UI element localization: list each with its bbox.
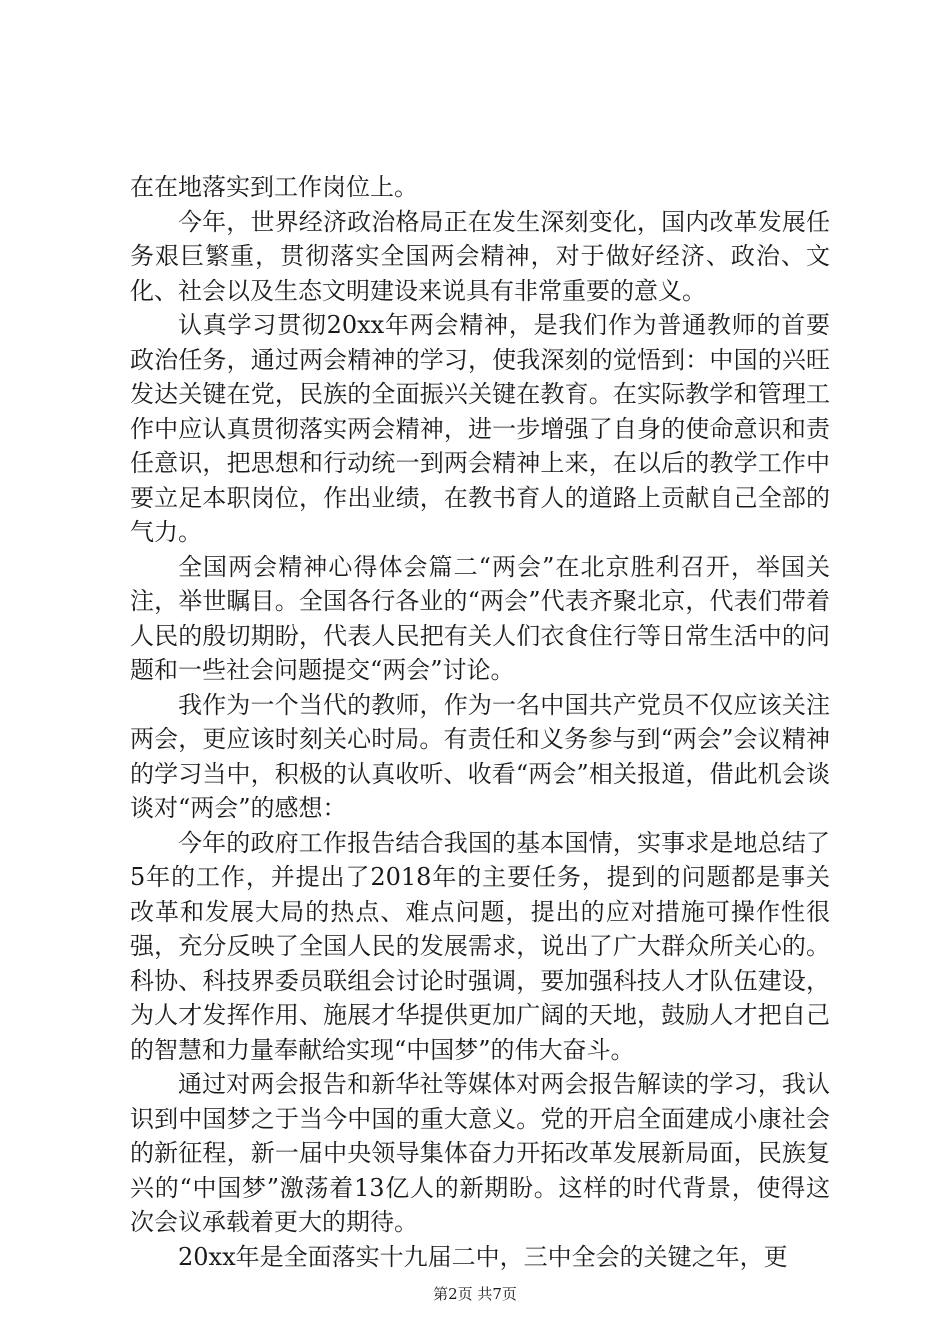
- paragraph-continuation: 在在地落实到工作岗位上。: [130, 173, 418, 201]
- paragraph: 20xx年是全面落实十九届二中，三中全会的关键之年，更: [178, 1242, 788, 1271]
- page-footer: 第2页 共7页: [433, 1285, 517, 1303]
- document-body: [130, 170, 830, 1274]
- paragraph: 今年，世界经济政治格局正在发生深刻变化，国内改革发展任务艰巨繁重，贯彻落实全国两会精神，对于做好经济、政治、文化、社会以及生态文明建设来说具有非常重要的意义。: [130, 207, 830, 305]
- paragraph: 认真学习贯彻20xx年两会精神，是我们作为普通教师的首要政治任务，通过两会精神的学习，使我深刻的觉悟到：中国的兴旺发达关键在党，民族的全面振兴关键在教育。在实际教学和管理工作中应认真贯彻落实两会精神，进一步增强了自身的使命意识和责任意识，把思想和行动统一到两会精神上来，在以后的教学工作中要立足本职岗位，作出业绩，在教书育人的道路上贡献自己全部的气力。: [130, 311, 830, 546]
- paragraph: 我作为一个当代的教师，作为一名中国共产党员不仅应该关注两会，更应该时刻关心时局。有责任和义务参与到“两会”会议精神的学习当中，积极的认真收听、收看“两会”相关报道，借此机会谈谈对“两会”的感想：: [130, 690, 830, 822]
- paragraph: 今年的政府工作报告结合我国的基本国情，实事求是地总结了5年的工作，并提出了2018年的主要任务，提到的问题都是事关改革和发展大局的热点、难点问题，提出的应对措施可操作性很强，充分反映了全国人民的发展需求，说出了广大群众所关心的。科协、科技界委员联组会讨论时强调，要加强科技人才队伍建设，为人才发挥作用、施展才华提供更加广阔的天地，鼓励人才把自己的智慧和力量奉献给实现“中国梦”的伟大奋斗。: [130, 828, 830, 1064]
- paragraph: 通过对两会报告和新华社等媒体对两会报告解读的学习，我认识到中国梦之于当今中国的重大意义。党的开启全面建成小康社会的新征程，新一届中央领导集体奋力开拓改革发展新局面，民族复兴的“中国梦”激荡着13亿人的新期盼。这样的时代背景，使得这次会议承载着更大的期待。: [130, 1070, 830, 1236]
- paragraph: 全国两会精神心得体会篇二“两会”在北京胜利召开，举国关注，举世瞩目。全国各行各业的“两会”代表齐聚北京，代表们带着人民的殷切期盼，代表人民把有关人们衣食住行等日常生活中的问题和一些社会问题提交“两会”讨论。: [130, 552, 830, 684]
